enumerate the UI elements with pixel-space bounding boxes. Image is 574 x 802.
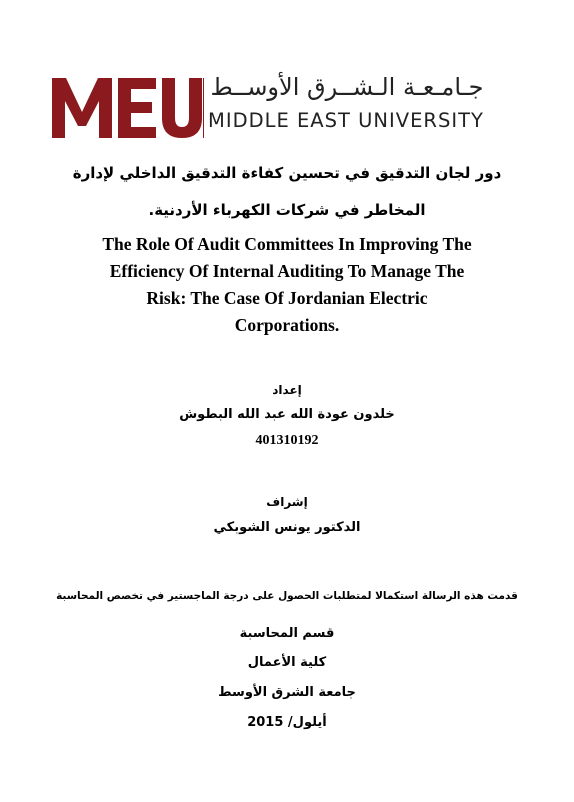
university-name: جامعة الشرق الأوسط: [218, 685, 356, 700]
meu-logo-mark: [52, 74, 204, 140]
english-title-line-1: The Role Of Audit Committees In Improving The: [102, 234, 472, 254]
student-id: 401310192: [255, 433, 319, 448]
english-title-line-3: Risk: The Case Of Jordanian Electric: [146, 288, 428, 308]
supervision-label: إشراف: [266, 495, 308, 509]
supervisor-name: الدكتور يونس الشوبكي: [213, 520, 361, 535]
author-name: خلدون عودة الله عبد الله البطوش: [179, 407, 395, 422]
faculty-name: كلية الأعمال: [247, 655, 327, 670]
english-title-line-2: Efficiency Of Internal Auditing To Manage The: [109, 261, 465, 281]
arabic-title-line-1: دور لجان التدقيق في تحسين كفاءة التدقيق الداخلي لإدارة: [72, 164, 502, 182]
meu-letters-graphic: [52, 74, 204, 140]
arabic-title-line-2: المخاطر في شركات الكهرباء الأردنية.: [148, 201, 426, 219]
english-title: [50, 231, 524, 339]
logo-english-name: MIDDLE EAST UNIVERSITY: [208, 109, 484, 132]
prepared-by-label: إعداد: [272, 383, 302, 397]
english-title-line-4: Corporations.: [234, 315, 340, 335]
university-logo: [52, 74, 484, 140]
logo-arabic-name: جـامـعـة الـشــرق الأوســط: [210, 73, 484, 101]
submission-date: أيلول/ 2015: [247, 715, 327, 730]
submission-note: قدمت هذه الرسالة استكمالا لمتطلبات الحصول على درجة الماجستير في تخصص المحاسبة: [56, 590, 518, 602]
department-name: قسم المحاسبة: [239, 626, 335, 641]
